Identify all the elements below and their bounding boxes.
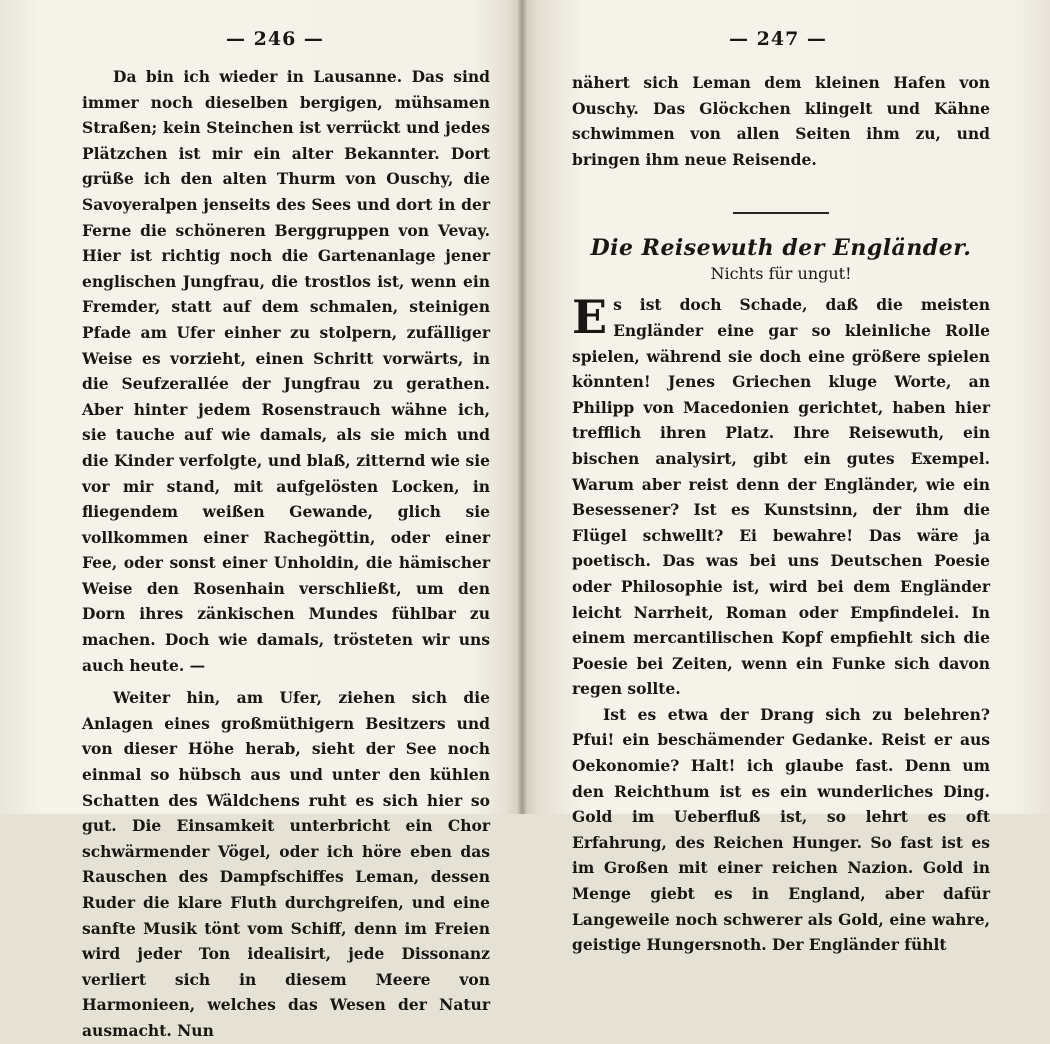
chapter-heading: Die Reisewuth der Engländer. xyxy=(590,235,972,262)
paragraph-lausanne: Da bin ich wieder in Lausanne. Das sind immer noch dieselben bergigen, mühsamen Straßen; kein Steinchen ist verrückt und jedes Plätzchen ist mir ein alter Bekannter. Dort grüße ich den alten Thurm von Ouschy, die Savoyeralpen jenseits des Sees und dort in der Ferne die schöneren Berggruppen von Vevay. Hier ist richtig noch die Gartenanlage jener englischen Jungfrau, die trostlos ist, wenn ein Fremder, statt auf dem schmalen, steinigen Pfade am Ufer einher zu stolpern, zufälliger Weise es vorzieht, einen Schritt vorwärts, in die Seufzerallée der Jungfrau zu gerathen. Aber hinter jedem Rosenstrauch wähne ich, sie tauche auf wie damals, als sie mich und die Kinder verfolgte, und blaß, zitternd wie sie vor mir stand, mit aufgelösten Locken, in fliegendem weißen Gewande, glich sie vollkommen einer Rachegöttin, oder einer Fee, oder sonst einer Unholdin, die hämischer Weise den Rosenhain verschließt, um den Dorn ihres zänkischen Mundes fühlbar zu machen. Doch wie damals, trösteten wir uns auch heute. — xyxy=(82,67,490,675)
drop-cap: E xyxy=(572,290,608,345)
page-number-247: — 247 — xyxy=(729,28,827,50)
book-gutter xyxy=(518,0,526,814)
paragraph-drang: Ist es etwa der Drang sich zu belehren? Pfui! ein beschämender Gedanke. Reist er aus Oekonomie? Halt! ich glaube fast. Denn um den Reichthum ist es ein wunderliches Ding. Gold im Ueberfluß ist, so lehrt es oft Erfahrung, des Reichen Hunger. So fast ist es im Großen mit einer reichen Nazion. Gold in Menge giebt es in England, aber dafür Langeweile noch schwerer als Gold, eine wahre, geistige Hungersnoth. Der Engländer fühlt xyxy=(572,704,990,955)
chapter-subheading: Nichts für ungut! xyxy=(710,264,852,284)
paragraph-schade-text: s ist doch Schade, daß die meisten Engländer eine gar so kleinliche Rolle spielen, während sie doch eine größere spielen könnten! Jenes Griechen kluge Worte, an Philipp von Macedonien gerichtet, haben hier trefflich ihren Platz. Ihre Reisewuth, ein bischen analysirt, gibt ein gutes Exempel. Warum aber reist denn der Engländer, wie ein Besessener? Ist es Kunstsinn, der ihm die Flügel schwellt? Ei bewahre! Das wäre ja poetisch. Das was bei uns Deutschen Poesie oder Philosophie ist, wird bei dem Engländer leicht Narrheit, Roman oder Empfindelei. In einem mercantilischen Kopf empfiehlt sich die Poesie bei Zeiten, wenn ein Funke sich davon regen sollte. xyxy=(572,295,990,699)
paragraph-weiter-hin: Weiter hin, am Ufer, ziehen sich die Anlagen eines großmüthigern Besitzers und von dieser Höhe herab, sieht der See noch einmal so hübsch aus und unter den kühlen Schatten des Wäldchens ruht es sich hier so gut. Die Einsamkeit unterbricht ein Chor schwärmender Vögel, oder ich höre eben das Rauschen des Dampfschiffes Leman, dessen Ruder die klare Fluth durchgreifen, und eine sanfte Musik tönt vom Schiff, denn im Freien wird jeder Ton idealisirt, jede Dissonanz verliert sich in diesem Meere von Harmonieen, welches das Wesen der Natur ausmacht. Nun xyxy=(82,688,490,1040)
right-page-body xyxy=(572,70,990,958)
paragraph-schade xyxy=(572,292,990,702)
right-page xyxy=(522,0,1050,955)
left-page xyxy=(0,0,522,1040)
section-divider xyxy=(733,212,829,214)
left-page-body xyxy=(82,64,490,1044)
page-number-246: — 246 — xyxy=(226,28,324,50)
paragraph-continuation: nähert sich Leman dem kleinen Hafen von Ouschy. Das Glöckchen klingelt und Kähne schwimmen von allen Seiten ihm zu, und bringen ihm neue Reisende. xyxy=(572,73,990,169)
